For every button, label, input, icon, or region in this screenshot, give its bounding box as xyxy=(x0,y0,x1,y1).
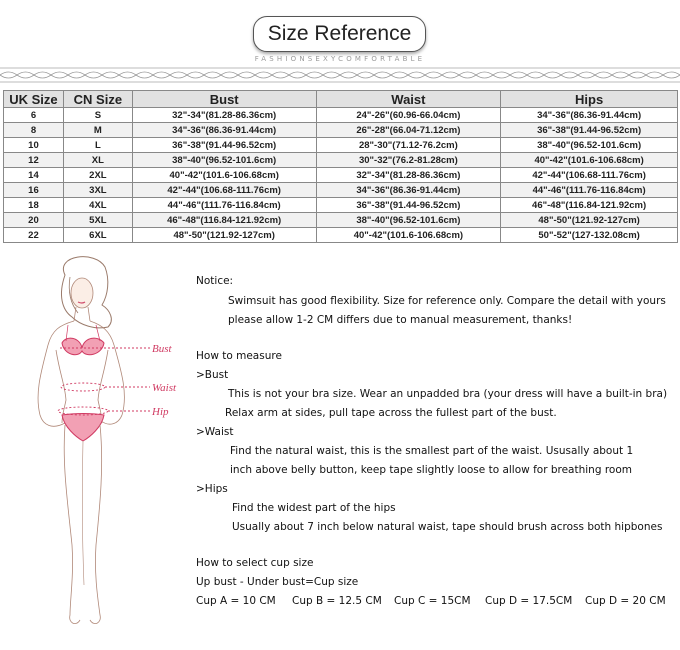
notice-line-2: please allow 1-2 CM differs due to manual measurement, thanks! xyxy=(228,314,573,326)
waist-cell: 30"-32"(76.2-81.28cm) xyxy=(316,153,501,168)
bust-cell: 42"-44"(106.68-111.76cm) xyxy=(132,183,316,198)
uk-size-cell: 16 xyxy=(4,183,64,198)
decorative-band xyxy=(0,66,680,84)
bust-cell: 44"-46"(111.76-116.84cm) xyxy=(132,198,316,213)
header-waist: Waist xyxy=(316,91,501,108)
cn-size-cell: S xyxy=(63,108,132,123)
uk-size-cell: 22 xyxy=(4,228,64,243)
cup-formula: Up bust - Under bust=Cup size xyxy=(196,576,359,588)
cn-size-cell: L xyxy=(63,138,132,153)
hips-cell: 42"-44"(106.68-111.76cm) xyxy=(501,168,678,183)
hips-cell: 50"-52"(127-132.08cm) xyxy=(501,228,678,243)
uk-size-cell: 10 xyxy=(4,138,64,153)
header-hips: Hips xyxy=(501,91,678,108)
bust-line-2: Relax arm at sides, pull tape across the fullest part of the bust. xyxy=(225,407,557,419)
bust-line-1: This is not your bra size. Wear an unpadded bra (your dress will have a built-in bra) xyxy=(228,388,668,400)
notice-line-1: Swimsuit has good flexibility. Size for reference only. Compare the detail with yours xyxy=(228,295,666,307)
table-row xyxy=(4,228,678,243)
table-row xyxy=(4,108,678,123)
bust-cell: 34"-36"(86.36-91.44cm) xyxy=(132,123,316,138)
hip-label: Hip xyxy=(152,406,169,418)
cup-heading: How to select cup size xyxy=(196,557,314,569)
header-bust: Bust xyxy=(132,91,316,108)
waist-cell: 38"-40"(96.52-101.6cm) xyxy=(316,213,501,228)
hips-cell: 48"-50"(121.92-127cm) xyxy=(501,213,678,228)
waist-cell: 34"-36"(86.36-91.44cm) xyxy=(316,183,501,198)
hips-cell: 38"-40"(96.52-101.6cm) xyxy=(501,138,678,153)
cup-size-b: Cup B = 12.5 CM xyxy=(292,595,382,607)
cup-size-d: Cup D = 17.5CM xyxy=(485,595,573,607)
hips-heading: >Hips xyxy=(196,483,228,495)
header-uk-size: UK Size xyxy=(4,91,64,108)
cn-size-cell: 3XL xyxy=(63,183,132,198)
uk-size-cell: 6 xyxy=(4,108,64,123)
table-row xyxy=(4,168,678,183)
measurement-figure-illustration xyxy=(10,255,195,645)
cup-size-c: Cup C = 15CM xyxy=(394,595,471,607)
notice-heading: Notice: xyxy=(196,275,234,287)
waist-cell: 40"-42"(101.6-106.68cm) xyxy=(316,228,501,243)
cn-size-cell: XL xyxy=(63,153,132,168)
table-row xyxy=(4,153,678,168)
uk-size-cell: 12 xyxy=(4,153,64,168)
cn-size-cell: M xyxy=(63,123,132,138)
waist-cell: 32"-34"(81.28-86.36cm) xyxy=(316,168,501,183)
hips-cell: 46"-48"(116.84-121.92cm) xyxy=(501,198,678,213)
table-header-row xyxy=(4,91,678,108)
page-subtitle: FASHIONSEXYCOMFORTABLE xyxy=(254,55,426,63)
bust-cell: 32"-34"(81.28-86.36cm) xyxy=(132,108,316,123)
table-row xyxy=(4,198,678,213)
cn-size-cell: 5XL xyxy=(63,213,132,228)
hips-cell: 34"-36"(86.36-91.44cm) xyxy=(501,108,678,123)
waist-line-1: Find the natural waist, this is the smallest part of the waist. Ususally about 1 xyxy=(230,445,634,457)
uk-size-cell: 20 xyxy=(4,213,64,228)
cn-size-cell: 4XL xyxy=(63,198,132,213)
how-to-measure-heading: How to measure xyxy=(196,350,282,362)
table-row xyxy=(4,123,678,138)
waist-cell: 28"-30"(71.12-76.2cm) xyxy=(316,138,501,153)
hips-cell: 44"-46"(111.76-116.84cm) xyxy=(501,183,678,198)
hips-cell: 36"-38"(91.44-96.52cm) xyxy=(501,123,678,138)
bust-cell: 40"-42"(101.6-106.68cm) xyxy=(132,168,316,183)
uk-size-cell: 14 xyxy=(4,168,64,183)
uk-size-cell: 8 xyxy=(4,123,64,138)
waist-heading: >Waist xyxy=(196,426,234,438)
cn-size-cell: 6XL xyxy=(63,228,132,243)
hips-line-2: Usually about 7 inch below natural waist, tape should brush across both hipbones xyxy=(232,521,663,533)
bust-label: Bust xyxy=(152,343,172,355)
bust-cell: 38"-40"(96.52-101.6cm) xyxy=(132,153,316,168)
bust-cell: 36"-38"(91.44-96.52cm) xyxy=(132,138,316,153)
table-row xyxy=(4,183,678,198)
cup-size-d-2: Cup D = 20 CM xyxy=(585,595,666,607)
waist-cell: 36"-38"(91.44-96.52cm) xyxy=(316,198,501,213)
cn-size-cell: 2XL xyxy=(63,168,132,183)
page-title: Size Reference xyxy=(267,22,412,45)
waist-cell: 26"-28"(66.04-71.12cm) xyxy=(316,123,501,138)
title-box xyxy=(253,16,426,52)
bust-cell: 46"-48"(116.84-121.92cm) xyxy=(132,213,316,228)
bust-cell: 48"-50"(121.92-127cm) xyxy=(132,228,316,243)
table-row xyxy=(4,138,678,153)
uk-size-cell: 18 xyxy=(4,198,64,213)
cup-size-a: Cup A = 10 CM xyxy=(196,595,276,607)
bust-heading: >Bust xyxy=(196,369,229,381)
header-cn-size: CN Size xyxy=(63,91,132,108)
hips-line-1: Find the widest part of the hips xyxy=(232,502,396,514)
waist-label: Waist xyxy=(152,382,177,394)
table-row xyxy=(4,213,678,228)
hips-cell: 40"-42"(101.6-106.68cm) xyxy=(501,153,678,168)
size-table xyxy=(3,90,678,243)
waist-cell: 24"-26"(60.96-66.04cm) xyxy=(316,108,501,123)
waist-line-2: inch above belly button, keep tape slightly loose to allow for breathing room xyxy=(230,464,633,476)
